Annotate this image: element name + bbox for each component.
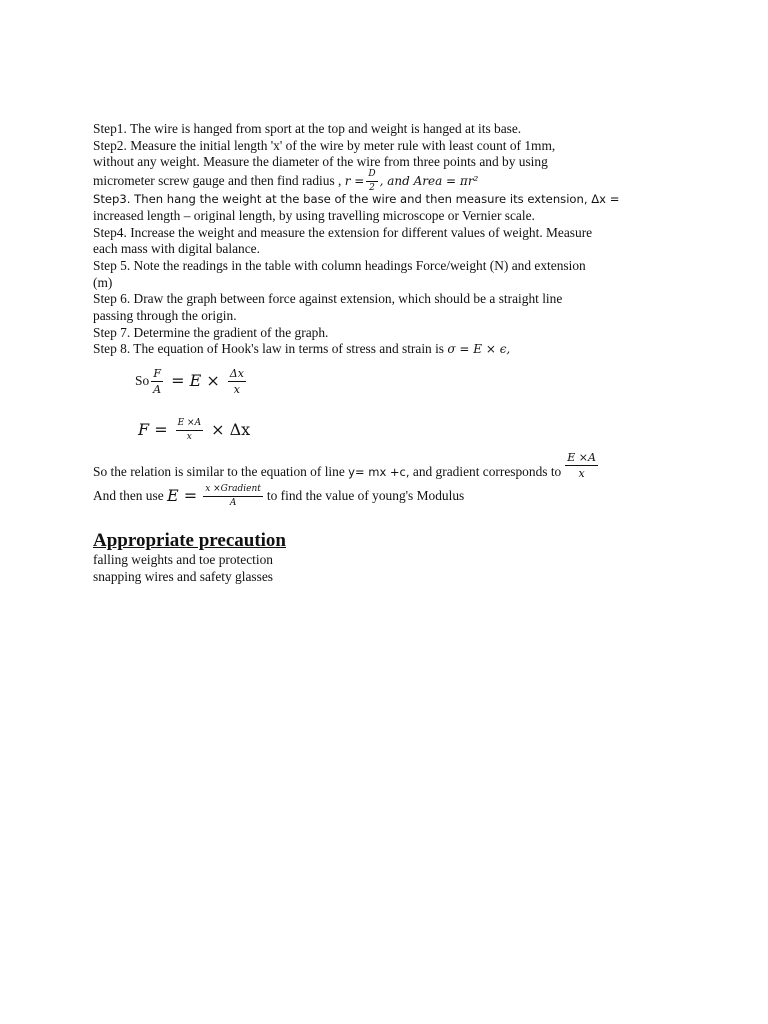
step-6-line-1: Step 6. Draw the graph between force against extension, which should be a straight line [93,291,563,307]
equation-middle: = E × [171,370,220,390]
strain-fraction [228,368,246,395]
step-3-line-1: Step3. Then hang the weight at the base of the wire and then measure its extension, Δx = [93,192,620,207]
stress-strain-equation: σ = E × ϵ, [447,342,511,357]
radius-equation: r = [344,173,365,188]
step-2-line-1: Step2. Measure the initial length 'x' of the wire by meter rule with least count of 1mm, [93,137,556,153]
line-equation: y= mx +c, [348,465,410,480]
gradient-fraction-numerator: E ×A [567,451,596,465]
youngs-modulus-line [93,485,683,508]
relation-text-a: So the relation is similar to the equation of line [93,464,345,480]
force-tail: × Δx [211,419,251,439]
gradient-fraction [565,452,598,479]
equation-force [138,412,683,448]
radius-fraction-denominator: 2 [369,182,375,193]
youngs-fraction-denominator: A [229,498,237,509]
step-2-line-2: without any weight. Measure the diameter of the wire from three points and by using [93,154,548,170]
strain-numerator: Δx [229,366,244,380]
step-5-line-1: Step 5. Note the readings in the table with column headings Force/weight (N) and extension [93,257,586,273]
step-8-text: Step 8. The equation of Hook's law in terms of stress and strain is [93,341,445,357]
youngs-lhs: E = [167,486,198,506]
radius-fraction [366,170,377,193]
youngs-fraction-numerator: x ×Gradient [203,485,263,497]
force-fraction-denominator: x [186,431,192,442]
step-4-line-1: Step4. Increase the weight and measure the extension for different values of weight. Measure [93,224,593,240]
force-lhs: F = [138,419,168,439]
step-5-line-2: (m) [93,274,113,290]
step-7: Step 7. Determine the gradient of the graph. [93,324,329,340]
document-body [93,121,683,585]
step-3-line-2: increased length – original length, by using travelling microscope or Vernier scale. [93,207,535,223]
step-1: Step1. The wire is hanged from sport at the top and weight is hanged at its base. [93,121,522,136]
force-fraction-numerator: E ×A [176,419,203,431]
radius-fraction-numerator: D [366,170,377,182]
relation-text-b: and gradient corresponds to [412,464,562,480]
stress-denominator: A [153,382,162,396]
precaution-heading: Appropriate precaution [93,530,286,552]
step-6-line-2: passing through the origin. [93,308,237,324]
equation-prefix: So [135,372,150,388]
area-equation: , and Area = πr² [379,173,479,188]
stress-numerator: F [153,366,161,380]
youngs-fraction [203,485,263,508]
equation-stress-strain-expanded [135,362,683,400]
step-2-text: micrometer screw gauge and then find radius , [93,172,342,188]
gradient-fraction-denominator: x [578,467,585,481]
precaution-item: falling weights and toe protection [93,552,273,568]
use-text-a: And then use [93,488,164,504]
stress-fraction [151,368,163,395]
step-8 [93,341,683,358]
use-text-b: to find the value of young's Modulus [266,488,465,504]
step-4-line-2: each mass with digital balance. [93,241,260,257]
relation-line [93,451,683,481]
force-fraction [176,419,203,442]
precaution-item: snapping wires and safety glasses [93,568,273,584]
strain-denominator: x [233,382,240,396]
step-2-line-3 [93,168,683,193]
